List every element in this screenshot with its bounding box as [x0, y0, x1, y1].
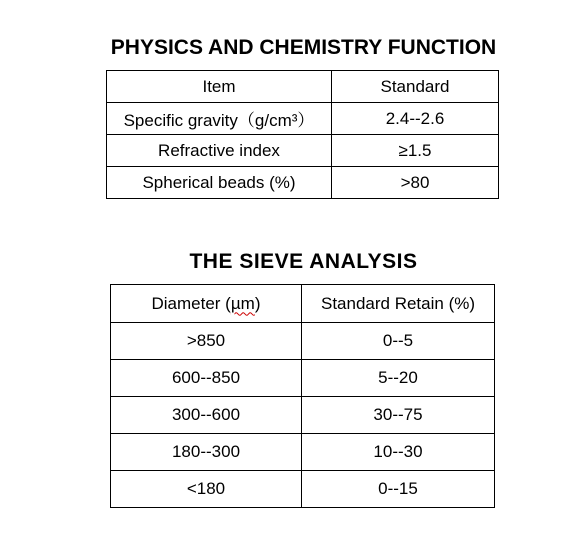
- header-diameter: [111, 285, 302, 323]
- table-row: [111, 397, 495, 434]
- row-item: Specific gravity（g/cm³）: [107, 103, 332, 135]
- table-row: [107, 135, 499, 167]
- table-row: [111, 360, 495, 397]
- header-diameter-unit: µm: [230, 293, 255, 313]
- table-row: [111, 323, 495, 360]
- row-retain: 10--30: [302, 434, 495, 471]
- row-retain: 0--5: [302, 323, 495, 360]
- row-retain: 0--15: [302, 471, 495, 508]
- row-item: Spherical beads (%): [107, 167, 332, 199]
- row-standard: ≥1.5: [332, 135, 499, 167]
- table-row: [111, 471, 495, 508]
- row-standard: 2.4--2.6: [332, 103, 499, 135]
- header-retain: Standard Retain (%): [302, 285, 495, 323]
- row-diameter: <180: [111, 471, 302, 508]
- row-diameter: 600--850: [111, 360, 302, 397]
- header-standard: Standard: [332, 71, 499, 103]
- table-header-row: [111, 285, 495, 323]
- row-diameter: >850: [111, 323, 302, 360]
- row-diameter: 180--300: [111, 434, 302, 471]
- row-standard: >80: [332, 167, 499, 199]
- sieve-analysis-table: [110, 284, 495, 508]
- header-diameter-prefix: Diameter (: [151, 293, 231, 313]
- header-diameter-suffix: ): [254, 293, 261, 313]
- row-retain: 5--20: [302, 360, 495, 397]
- table-header-row: [107, 71, 499, 103]
- table-row: [107, 167, 499, 199]
- row-retain: 30--75: [302, 397, 495, 434]
- table-row: [107, 103, 499, 135]
- row-diameter: 300--600: [111, 397, 302, 434]
- table-row: [111, 434, 495, 471]
- header-item: Item: [107, 71, 332, 103]
- physics-chemistry-title: PHYSICS AND CHEMISTRY FUNCTION: [110, 36, 497, 59]
- physics-chemistry-table: [106, 70, 499, 199]
- row-item: Refractive index: [107, 135, 332, 167]
- sieve-analysis-title: THE SIEVE ANALYSIS: [189, 250, 418, 273]
